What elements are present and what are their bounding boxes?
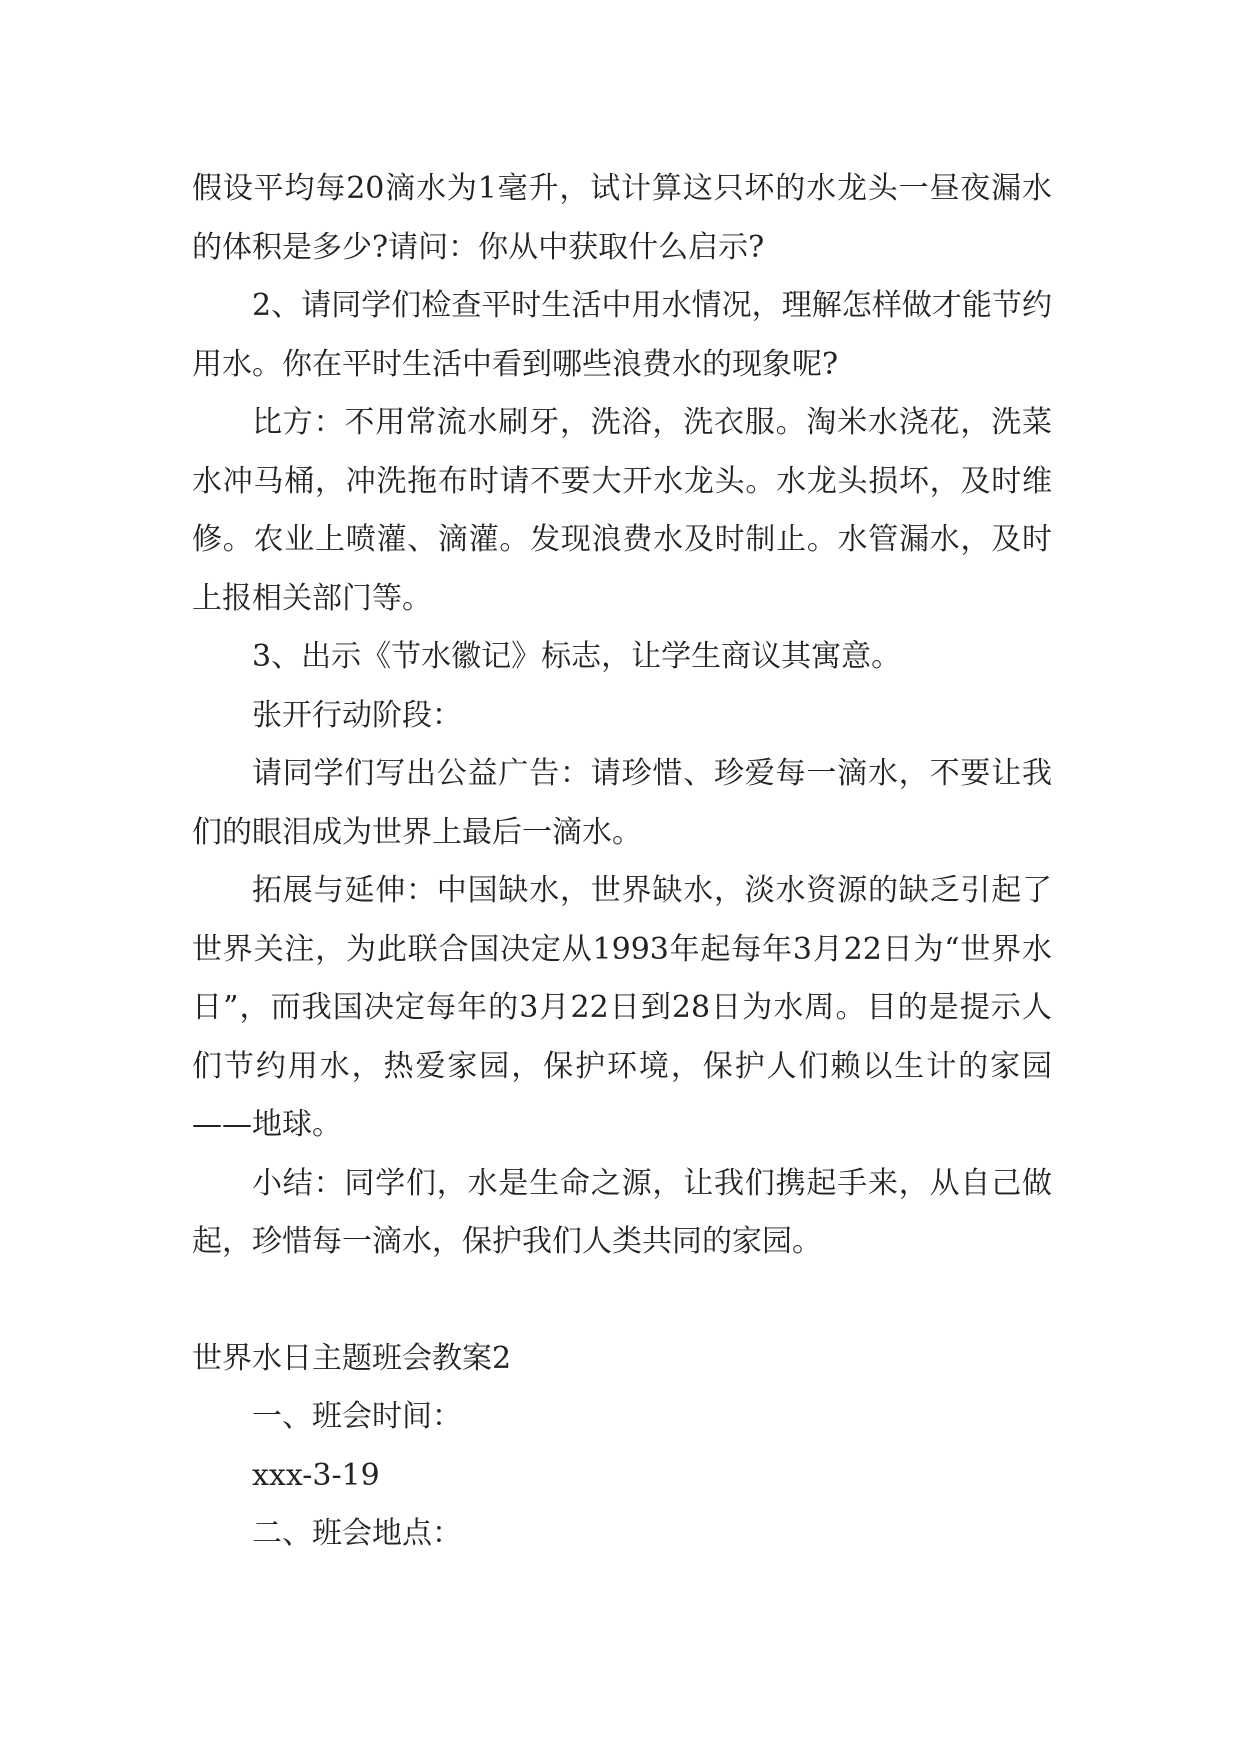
paragraph-check-water-usage: 2、请同学们检查平时生活中用水情况，理解怎样做才能节约用水。你在平时生活中看到哪些浪费水的现象呢?	[192, 288, 1052, 382]
paragraph-public-ad: 请同学们写出公益广告：请珍惜、珍爱每一滴水，不要让我们的眼泪成为世界上最后一滴水。	[192, 756, 1052, 850]
item-meeting-time: 一、班会时间：	[252, 1399, 462, 1434]
paragraph-water-logo: 3、出示《节水徽记》标志，让学生商议其寓意。	[252, 639, 902, 674]
paragraph-examples: 比方：不用常流水刷牙，洗浴，洗衣服。淘米水浇花，洗菜水冲马桶，冲洗拖布时请不要大开水龙头。水龙头损坏，及时维修。农业上喷灌、滴灌。发现浪费水及时制止。水管漏水，及时上报相关部门等。	[192, 405, 1052, 616]
section-heading: 世界水日主题班会教案2	[192, 1340, 512, 1376]
paragraph-action-stage: 张开行动阶段：	[252, 697, 462, 733]
document-body	[192, 160, 1052, 1564]
item-meeting-location: 二、班会地点：	[252, 1516, 462, 1551]
paragraph-extension: 拓展与延伸：中国缺水，世界缺水，淡水资源的缺乏引起了世界关注，为此联合国决定从1993年起每年3月22日为“世界水日”，而我国决定每年的3月22日到28日为水周。目的是提示人们节约用水，热爱家园，保护环境，保护人们赖以生计的家园——地球。	[192, 873, 1052, 1142]
item-meeting-date: xxx-3-19	[252, 1457, 380, 1493]
paragraph-water-calculation: 假设平均每20滴水为1毫升，试计算这只坏的水龙头一昼夜漏水的体积是多少?请问：你从中获取什么启示?	[192, 171, 1052, 265]
paragraph-summary: 小结：同学们，水是生命之源，让我们携起手来，从自己做起，珍惜每一滴水，保护我们人类共同的家园。	[192, 1165, 1052, 1259]
section-spacer	[192, 1272, 1052, 1330]
